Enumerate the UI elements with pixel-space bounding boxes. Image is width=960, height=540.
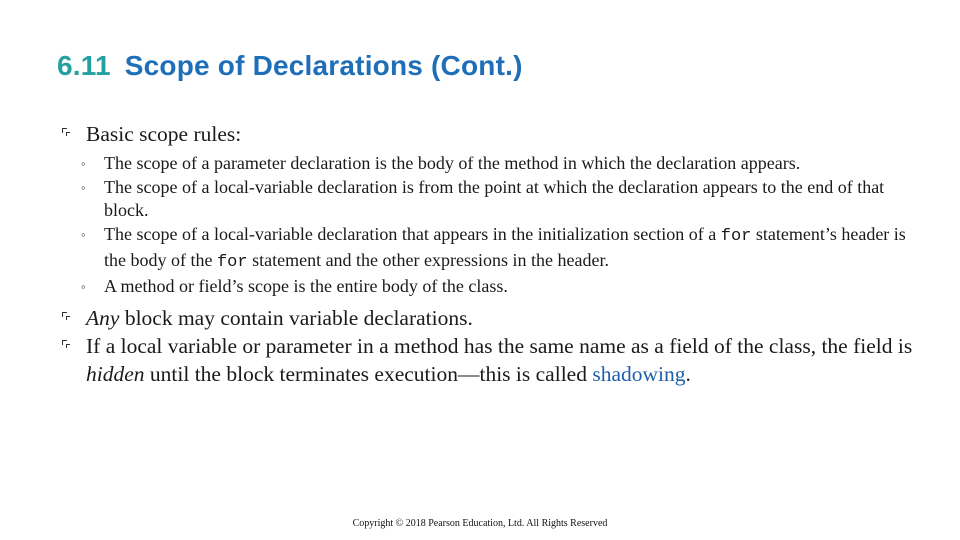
- emphasis-hidden: hidden: [86, 362, 145, 387]
- sub-bullet-for-scope: [80, 223, 922, 274]
- emphasis-any: Any: [86, 306, 120, 331]
- sub-bullet-text: The scope of a parameter declaration is the body of the method in which the declaration appears.: [104, 153, 801, 173]
- bullet-icon: [62, 340, 71, 349]
- bullet-text-part: until the block terminates execution—this is called: [144, 362, 593, 387]
- sub-bullet-text-part: statement’s header is the body of the: [104, 224, 906, 270]
- slide-title: [57, 50, 523, 82]
- circle-bullet-icon: ◦: [81, 179, 86, 195]
- term-shadowing: shadowing: [592, 362, 686, 387]
- sub-bullet-local-variable-scope: [80, 176, 922, 223]
- bullet-text: block may contain variable declarations.: [119, 306, 473, 331]
- circle-bullet-icon: ◦: [81, 156, 86, 171]
- sub-bullet-text: A method or field’s scope is the entire body of the class.: [104, 275, 508, 296]
- sub-bullet-text-part: statement and the other expressions in the header.: [247, 249, 609, 270]
- slide-content: [62, 120, 922, 388]
- sub-bullet-text: The scope of a local-variable declaration is from the point at which the declaration appears to the end of that block.: [104, 176, 885, 221]
- sub-bullet-parameter-scope: [80, 152, 922, 176]
- bullet-shadowing: [62, 332, 922, 388]
- sub-bullet-list: [80, 152, 922, 298]
- bullet-icon: [62, 312, 71, 321]
- copyright-footer: Copyright © 2018 Pearson Education, Ltd. All Rights Reserved: [352, 518, 608, 529]
- circle-bullet-icon: ◦: [81, 227, 86, 243]
- title-text: Scope of Declarations (Cont.): [124, 50, 523, 81]
- bullet-basic-scope-rules: [62, 120, 922, 148]
- bullet-text-part: .: [685, 362, 691, 387]
- code-keyword-for: for: [720, 227, 752, 247]
- bullet-icon: [62, 128, 71, 137]
- section-number: 6.11: [57, 50, 111, 81]
- sub-bullet-field-scope: [80, 275, 922, 299]
- bullet-text: Basic scope rules:: [86, 122, 242, 146]
- code-keyword-for: for: [216, 252, 248, 272]
- sub-bullet-text-part: The scope of a local-variable declaration that appears in the initialization section of a: [104, 224, 721, 245]
- bullet-any-block: [62, 304, 922, 332]
- circle-bullet-icon: ◦: [81, 278, 86, 294]
- bullet-text-part: If a local variable or parameter in a method has the same name as a field of the class, the field is: [86, 334, 913, 359]
